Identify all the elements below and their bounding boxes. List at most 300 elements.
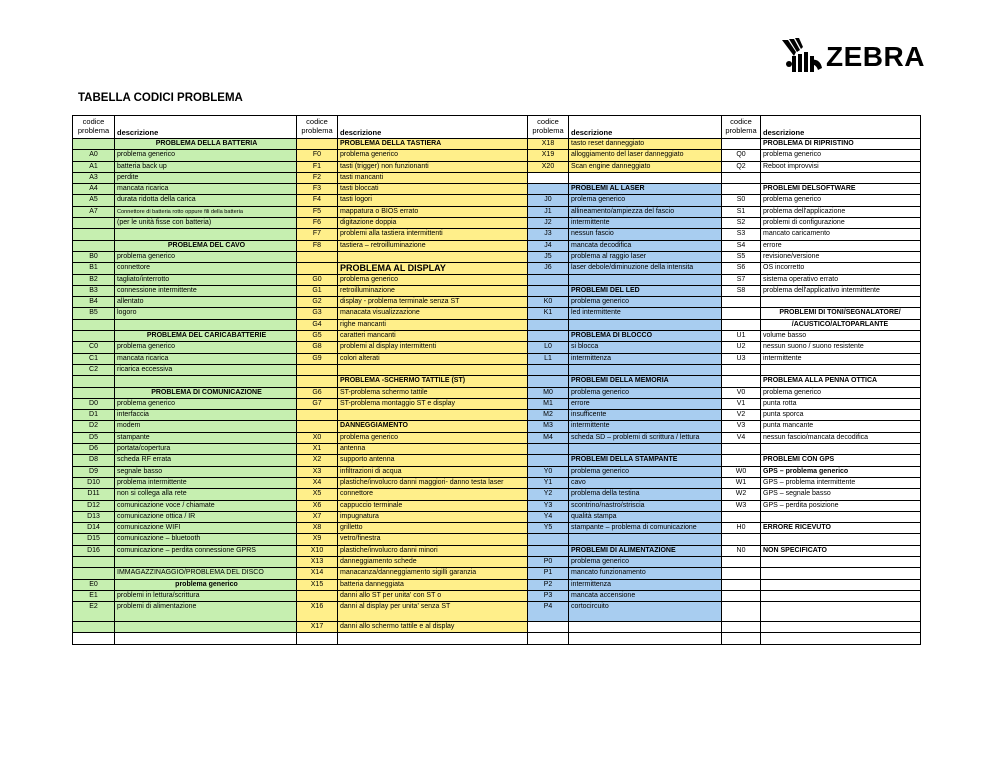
description-cell — [761, 534, 917, 544]
description-cell: GPS – segnale basso — [761, 489, 917, 499]
table-row — [73, 240, 920, 251]
code-cell: F3 — [297, 184, 338, 194]
description-cell: nessun fascio — [569, 229, 722, 239]
description-cell: PROBLEMA DI RIPRISTINO — [761, 139, 917, 149]
code-cell — [297, 410, 338, 420]
description-cell: scontrino/nastro/striscia — [569, 501, 722, 511]
description-cell — [115, 557, 297, 567]
code-cell: N0 — [722, 546, 761, 556]
description-cell: allentato — [115, 297, 297, 307]
code-cell — [528, 622, 569, 632]
code-cell: W1 — [722, 478, 761, 488]
table-row — [73, 228, 920, 239]
description-cell — [569, 275, 722, 285]
code-cell — [722, 455, 761, 465]
description-cell: problema generico — [761, 388, 917, 398]
code-cell — [528, 534, 569, 544]
description-cell: nessun fascio/mancata decodifica — [761, 433, 917, 443]
table-row — [73, 206, 920, 217]
table-row — [73, 443, 920, 454]
code-cell: D0 — [73, 399, 115, 409]
code-cell — [722, 534, 761, 544]
code-cell: J6 — [528, 263, 569, 273]
description-cell: batteria danneggiata — [338, 580, 528, 590]
description-cell: PROBLEMA DEL CAVO — [115, 241, 297, 251]
description-cell: GPS – problema intermittente — [761, 478, 917, 488]
code-cell: D5 — [73, 433, 115, 443]
description-cell: PROBLEMI DEL LED — [569, 286, 722, 296]
code-cell — [73, 320, 115, 330]
description-cell — [761, 568, 917, 578]
description-cell: PROBLEMI DELLA STAMPANTE — [569, 455, 722, 465]
code-cell: Q0 — [722, 150, 761, 160]
code-cell: B1 — [73, 263, 115, 273]
code-cell — [73, 331, 115, 341]
code-cell: F8 — [297, 241, 338, 251]
description-cell — [338, 410, 528, 420]
header-desc: descrizione — [115, 116, 297, 138]
description-cell: impugnatura — [338, 512, 528, 522]
description-cell — [569, 633, 722, 643]
description-cell: vetro/finestra — [338, 534, 528, 544]
description-cell: errore — [761, 241, 917, 251]
code-cell — [297, 252, 338, 262]
description-cell: righe mancanti — [338, 320, 528, 330]
code-cell — [73, 241, 115, 251]
table-row — [73, 632, 920, 643]
code-cell: V0 — [722, 388, 761, 398]
description-cell: ricarica eccessiva — [115, 365, 297, 375]
header-code: codice problema — [297, 116, 338, 138]
description-cell: IMMAGAZZINAGGIO/PROBLEMA DEL DISCO — [115, 568, 297, 578]
table-row — [73, 420, 920, 431]
description-cell: problema generico — [115, 252, 297, 262]
code-cell: X0 — [297, 433, 338, 443]
code-cell — [722, 633, 761, 643]
code-cell: S5 — [722, 252, 761, 262]
code-cell — [722, 591, 761, 601]
table-row — [73, 172, 920, 183]
description-cell: problema generico — [569, 297, 722, 307]
code-cell — [528, 173, 569, 183]
code-cell: P1 — [528, 568, 569, 578]
description-cell: problemi al display intermittenti — [338, 342, 528, 352]
code-cell: Y2 — [528, 489, 569, 499]
code-cell: E2 — [73, 602, 115, 621]
description-cell: intermittente — [569, 218, 722, 228]
code-cell: G2 — [297, 297, 338, 307]
code-cell — [528, 286, 569, 296]
description-cell: PROBLEMA AL DISPLAY — [338, 263, 528, 273]
code-cell: X8 — [297, 523, 338, 533]
code-cell — [722, 444, 761, 454]
code-cell — [528, 275, 569, 285]
code-cell — [722, 557, 761, 567]
description-cell: PROBLEMA DI BLOCCO — [569, 331, 722, 341]
code-cell: G3 — [297, 308, 338, 318]
code-cell: A4 — [73, 184, 115, 194]
code-cell: J5 — [528, 252, 569, 262]
description-cell: danni allo schermo tattile e al display — [338, 622, 528, 632]
description-cell: mancato caricamento — [761, 229, 917, 239]
code-cell: V1 — [722, 399, 761, 409]
code-cell: X17 — [297, 622, 338, 632]
description-cell: comunicazione ottica / IR — [115, 512, 297, 522]
code-cell: A7 — [73, 207, 115, 217]
code-cell: E1 — [73, 591, 115, 601]
code-cell: X6 — [297, 501, 338, 511]
description-cell: tasti logori — [338, 195, 528, 205]
description-cell: errore — [569, 399, 722, 409]
code-cell: X9 — [297, 534, 338, 544]
code-cell — [528, 455, 569, 465]
description-cell — [761, 591, 917, 601]
code-cell — [722, 297, 761, 307]
code-cell: L0 — [528, 342, 569, 352]
description-cell: OS incorretto — [761, 263, 917, 273]
header-code: codice problema — [722, 116, 761, 138]
code-cell: X13 — [297, 557, 338, 567]
header-code: codice problema — [73, 116, 115, 138]
code-cell: A0 — [73, 150, 115, 160]
table-row — [73, 296, 920, 307]
code-cell — [73, 622, 115, 632]
code-cell: F1 — [297, 162, 338, 172]
table-row — [73, 522, 920, 533]
code-cell: A1 — [73, 162, 115, 172]
description-cell: stampante — [115, 433, 297, 443]
code-cell — [722, 365, 761, 375]
code-cell: D6 — [73, 444, 115, 454]
description-cell: digitazione doppia — [338, 218, 528, 228]
code-cell — [297, 421, 338, 431]
description-cell — [569, 173, 722, 183]
code-cell — [528, 365, 569, 375]
code-cell: S8 — [722, 286, 761, 296]
code-cell: X18 — [528, 139, 569, 149]
description-cell: /ACUSTICO/ALTOPARLANTE — [761, 320, 917, 330]
code-cell: D16 — [73, 546, 115, 556]
description-cell: danneggiamento schede — [338, 557, 528, 567]
code-cell: G4 — [297, 320, 338, 330]
description-cell: supporto antenna — [338, 455, 528, 465]
description-cell: problema intermittente — [115, 478, 297, 488]
description-cell: intermittente — [569, 421, 722, 431]
table-row — [73, 454, 920, 465]
code-cell: S4 — [722, 241, 761, 251]
description-cell: prolema generico — [569, 195, 722, 205]
description-cell: Scan engine danneggiato — [569, 162, 722, 172]
header-code: codice problema — [528, 116, 569, 138]
code-cell: X4 — [297, 478, 338, 488]
code-cell: U1 — [722, 331, 761, 341]
code-cell: P2 — [528, 580, 569, 590]
description-cell: scheda RF errata — [115, 455, 297, 465]
code-cell: E0 — [73, 580, 115, 590]
description-cell: PROBLEMI AL LASER — [569, 184, 722, 194]
code-cell: S3 — [722, 229, 761, 239]
code-cell: B3 — [73, 286, 115, 296]
description-cell: PROBLEMA DI COMUNICAZIONE — [115, 388, 297, 398]
table-row — [73, 217, 920, 228]
code-cell: W0 — [722, 467, 761, 477]
code-cell — [722, 173, 761, 183]
table-row — [73, 149, 920, 160]
code-cell — [722, 139, 761, 149]
description-cell — [761, 602, 917, 621]
description-cell: laser debole/diminuzione della intensita — [569, 263, 722, 273]
description-cell — [761, 297, 917, 307]
description-cell — [338, 365, 528, 375]
description-cell — [761, 444, 917, 454]
code-cell: D12 — [73, 501, 115, 511]
code-cell — [528, 444, 569, 454]
description-cell: problema generico — [115, 399, 297, 409]
description-cell: problema dell'applicazione — [761, 207, 917, 217]
description-cell: problema generico — [569, 467, 722, 477]
code-cell: S2 — [722, 218, 761, 228]
description-cell: insufficente — [569, 410, 722, 420]
code-cell — [297, 365, 338, 375]
code-cell: C1 — [73, 354, 115, 364]
code-cell: M3 — [528, 421, 569, 431]
code-cell — [73, 633, 115, 643]
code-cell: D9 — [73, 467, 115, 477]
table-body — [73, 138, 920, 644]
description-cell: punta rotta — [761, 399, 917, 409]
description-cell: ST-problema schermo tattile — [338, 388, 528, 398]
description-cell: mancata ricarica — [115, 184, 297, 194]
table-row — [73, 621, 920, 632]
table-row — [73, 319, 920, 330]
table-row — [73, 285, 920, 296]
description-cell: intermittente — [761, 354, 917, 364]
code-cell — [297, 263, 338, 273]
code-cell: G1 — [297, 286, 338, 296]
description-cell: problema della testina — [569, 489, 722, 499]
description-cell: danni allo ST per unita' con ST o — [338, 591, 528, 601]
description-cell: GPS – perdita posizione — [761, 501, 917, 511]
code-cell: D1 — [73, 410, 115, 420]
table-row — [73, 545, 920, 556]
description-cell: connettore — [115, 263, 297, 273]
description-cell: Connettore di batteria rotto oppure fili della batteria — [115, 207, 297, 217]
code-cell: Q2 — [722, 162, 761, 172]
description-cell: PROBLEMI DELLA MEMORIA — [569, 376, 722, 386]
description-cell: punta sporca — [761, 410, 917, 420]
description-cell: tastiera – retroilluminazione — [338, 241, 528, 251]
description-cell: stampante – problema di comunicazione — [569, 523, 722, 533]
brand-name: ZEBRA — [826, 41, 925, 72]
description-cell — [761, 512, 917, 522]
header-desc: descrizione — [338, 116, 528, 138]
table-row — [73, 387, 920, 398]
code-cell — [73, 229, 115, 239]
table-row — [73, 409, 920, 420]
code-cell — [528, 331, 569, 341]
table-row — [73, 511, 920, 522]
code-cell: B2 — [73, 275, 115, 285]
description-cell: tasti bloccati — [338, 184, 528, 194]
code-cell: D8 — [73, 455, 115, 465]
code-cell: X7 — [297, 512, 338, 522]
description-cell: PROBLEMI DI TONI/SEGNALATORE/ — [761, 308, 917, 318]
description-cell — [115, 320, 297, 330]
code-cell: V2 — [722, 410, 761, 420]
description-cell: qualità stampa — [569, 512, 722, 522]
description-cell — [115, 376, 297, 386]
code-cell: K0 — [528, 297, 569, 307]
code-cell: J4 — [528, 241, 569, 251]
description-cell: punta mancante — [761, 421, 917, 431]
code-cell: X16 — [297, 602, 338, 621]
code-cell: G0 — [297, 275, 338, 285]
code-cell: B5 — [73, 308, 115, 318]
table-row — [73, 488, 920, 499]
table-row — [73, 138, 920, 149]
table-row — [73, 330, 920, 341]
description-cell: mancata ricarica — [115, 354, 297, 364]
description-cell: intermittenza — [569, 580, 722, 590]
description-cell — [569, 622, 722, 632]
table-row — [73, 262, 920, 273]
code-cell: Y4 — [528, 512, 569, 522]
code-cell: D14 — [73, 523, 115, 533]
description-cell: logoro — [115, 308, 297, 318]
description-cell — [338, 633, 528, 643]
description-cell: problemi di configurazione — [761, 218, 917, 228]
description-cell: tasti (trigger) non funzionanti — [338, 162, 528, 172]
description-cell: display - problema terminale senza ST — [338, 297, 528, 307]
code-cell: M2 — [528, 410, 569, 420]
code-cell — [297, 591, 338, 601]
description-cell: GPS – problema generico — [761, 467, 917, 477]
description-cell: cortocircuito — [569, 602, 722, 621]
code-cell — [722, 376, 761, 386]
code-cell — [722, 320, 761, 330]
description-cell: comunicazione – bluetooth — [115, 534, 297, 544]
description-cell — [338, 252, 528, 262]
table-row — [73, 307, 920, 318]
code-cell: D15 — [73, 534, 115, 544]
description-cell: batteria back up — [115, 162, 297, 172]
code-cell: D11 — [73, 489, 115, 499]
description-cell — [761, 365, 917, 375]
description-cell — [761, 173, 917, 183]
table-row — [73, 364, 920, 375]
table-row — [73, 274, 920, 285]
description-cell: ERRORE RICEVUTO — [761, 523, 917, 533]
description-cell — [569, 365, 722, 375]
description-cell: problema generico — [338, 275, 528, 285]
description-cell: problemi di alimentazione — [115, 602, 297, 621]
description-cell: si blocca — [569, 342, 722, 352]
code-cell: X20 — [528, 162, 569, 172]
description-cell: danni al display per unita' senza ST — [338, 602, 528, 621]
code-cell: X15 — [297, 580, 338, 590]
description-cell: caratteri mancanti — [338, 331, 528, 341]
code-cell — [722, 308, 761, 318]
header-desc: descrizione — [569, 116, 722, 138]
code-cell: K1 — [528, 308, 569, 318]
code-cell: M4 — [528, 433, 569, 443]
table-row — [73, 590, 920, 601]
description-cell: nessun suono / suono resistente — [761, 342, 917, 352]
code-cell — [528, 546, 569, 556]
description-cell: grilletto — [338, 523, 528, 533]
code-cell — [722, 580, 761, 590]
table-row — [73, 466, 920, 477]
description-cell: scheda SD – problemi di scrittura / lettura — [569, 433, 722, 443]
table-row — [73, 194, 920, 205]
code-cell — [297, 633, 338, 643]
description-cell: problema generico — [338, 150, 528, 160]
description-cell: PROBLEMI CON GPS — [761, 455, 917, 465]
code-cell: F0 — [297, 150, 338, 160]
code-cell: F2 — [297, 173, 338, 183]
code-cell: U3 — [722, 354, 761, 364]
description-cell: infiltrazioni di acqua — [338, 467, 528, 477]
code-cell: B4 — [73, 297, 115, 307]
description-cell: volume basso — [761, 331, 917, 341]
code-cell: W3 — [722, 501, 761, 511]
description-cell: revisione/versione — [761, 252, 917, 262]
code-cell: J3 — [528, 229, 569, 239]
code-cell: D2 — [73, 421, 115, 431]
description-cell: tasto reset danneggiato — [569, 139, 722, 149]
table-row — [73, 567, 920, 578]
description-cell — [761, 557, 917, 567]
code-cell — [528, 184, 569, 194]
code-cell: M0 — [528, 388, 569, 398]
table-row — [73, 601, 920, 621]
table-row — [73, 353, 920, 364]
code-cell: F4 — [297, 195, 338, 205]
description-cell — [115, 229, 297, 239]
description-cell: PROBLEMA DELLA TASTIERA — [338, 139, 528, 149]
description-cell: problema generico — [115, 342, 297, 352]
description-cell: manacata visualizzazione — [338, 308, 528, 318]
table-row — [73, 477, 920, 488]
description-cell: PROBLEMI DELSOFTWARE — [761, 184, 917, 194]
code-cell: S7 — [722, 275, 761, 285]
code-cell — [528, 376, 569, 386]
description-cell: DANNEGGIAMENTO — [338, 421, 528, 431]
description-cell: colori alterati — [338, 354, 528, 364]
description-cell: problema dell'applicativo intermittente — [761, 286, 917, 296]
table-row — [73, 251, 920, 262]
description-cell: problemi alla tastiera intermittenti — [338, 229, 528, 239]
description-cell: problema generico — [761, 195, 917, 205]
description-cell: problemi in lettura/scrittura — [115, 591, 297, 601]
description-cell — [569, 320, 722, 330]
description-cell: mappatura o BIOS errato — [338, 207, 528, 217]
header-desc: descrizione — [763, 128, 805, 137]
code-cell: G7 — [297, 399, 338, 409]
table-row — [73, 533, 920, 544]
zebra-logo — [780, 38, 925, 76]
code-cell: P0 — [528, 557, 569, 567]
description-cell: alloggiamento del laser danneggiato — [569, 150, 722, 160]
description-cell: mancato funzionamento — [569, 568, 722, 578]
code-cell: S0 — [722, 195, 761, 205]
description-cell: PROBLEMA -SCHERMO TATTILE (ST) — [338, 376, 528, 386]
code-cell: L1 — [528, 354, 569, 364]
code-cell: F5 — [297, 207, 338, 217]
description-cell: non si collega alla rete — [115, 489, 297, 499]
code-cell: F7 — [297, 229, 338, 239]
code-cell — [722, 512, 761, 522]
